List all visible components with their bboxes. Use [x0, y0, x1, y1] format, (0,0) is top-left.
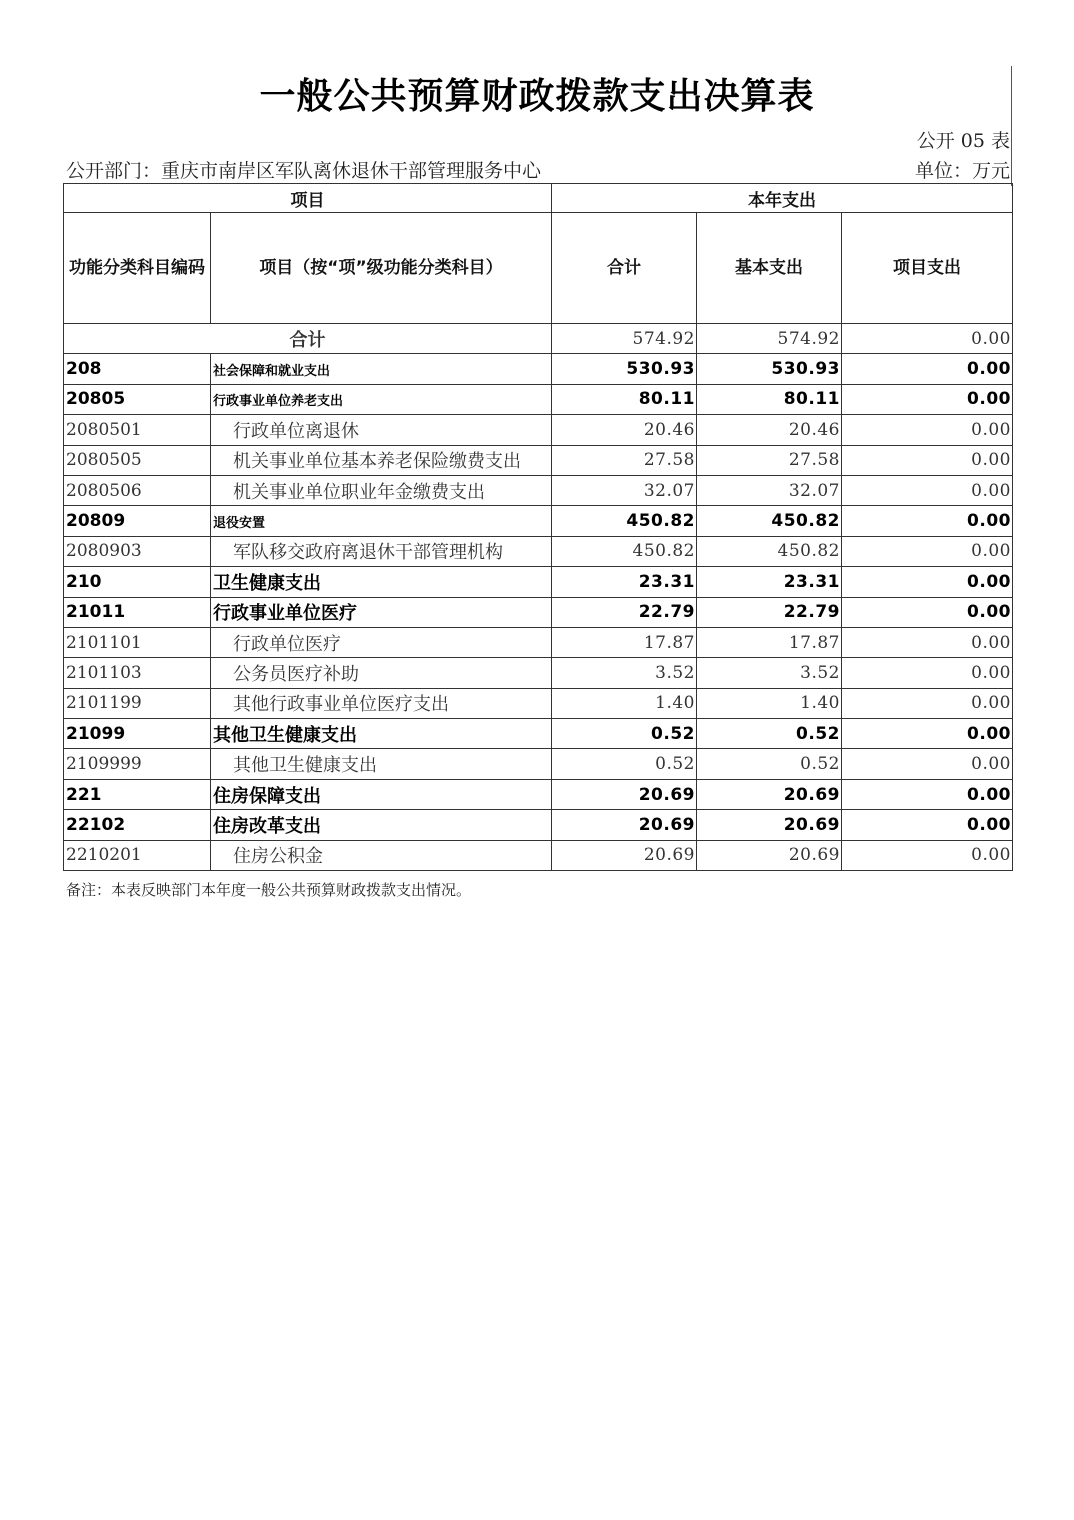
row-code: 2080501: [64, 415, 211, 445]
row-project: 0.00: [842, 719, 1013, 749]
row-total: 3.52: [552, 658, 697, 688]
table-row: [64, 779, 1013, 809]
row-basic: 20.46: [697, 415, 842, 445]
row-project: 0.00: [842, 445, 1013, 475]
row-project: 0.00: [842, 354, 1013, 384]
row-project: 0.00: [842, 506, 1013, 536]
total-row: [64, 324, 1013, 354]
row-basic: 23.31: [697, 567, 842, 597]
row-basic: 20.69: [697, 810, 842, 840]
row-name: 其他卫生健康支出: [211, 719, 552, 749]
row-basic: 1.40: [697, 688, 842, 718]
row-name: 住房公积金: [211, 840, 552, 870]
row-total: 0.52: [552, 719, 697, 749]
row-code: 221: [64, 779, 211, 809]
row-project: 0.00: [842, 658, 1013, 688]
header-project: 项目: [64, 184, 552, 213]
table-row: [64, 506, 1013, 536]
total-label: 合计: [64, 324, 552, 354]
row-basic: 20.69: [697, 840, 842, 870]
row-code: 2101101: [64, 627, 211, 657]
department-label: 公开部门：重庆市南岸区军队离休退休干部管理服务中心: [66, 160, 542, 182]
header-project-expense: 项目支出: [842, 213, 1013, 324]
row-name: 退役安置: [211, 506, 552, 536]
row-name: 其他行政事业单位医疗支出: [211, 688, 552, 718]
row-project: 0.00: [842, 475, 1013, 505]
row-name: 卫生健康支出: [211, 567, 552, 597]
row-name: 行政事业单位养老支出: [211, 384, 552, 414]
row-basic: 450.82: [697, 536, 842, 566]
row-project: 0.00: [842, 810, 1013, 840]
row-project: 0.00: [842, 384, 1013, 414]
row-name: 军队移交政府离退休干部管理机构: [211, 536, 552, 566]
row-basic: 530.93: [697, 354, 842, 384]
row-project: 0.00: [842, 840, 1013, 870]
table-row: [64, 688, 1013, 718]
row-total: 32.07: [552, 475, 697, 505]
table-note: 备注：本表反映部门本年度一般公共预算财政拨款支出情况。: [66, 881, 472, 899]
row-name: 行政事业单位医疗: [211, 597, 552, 627]
row-code: 2109999: [64, 749, 211, 779]
row-code: 21099: [64, 719, 211, 749]
row-code: 20809: [64, 506, 211, 536]
expenditure-table: [63, 183, 1013, 871]
header-row-2: [64, 213, 1013, 324]
row-project: 0.00: [842, 567, 1013, 597]
table-row: [64, 749, 1013, 779]
row-code: 21011: [64, 597, 211, 627]
row-name: 机关事业单位职业年金缴费支出: [211, 475, 552, 505]
row-basic: 450.82: [697, 506, 842, 536]
table-row: [64, 597, 1013, 627]
row-basic: 0.52: [697, 749, 842, 779]
row-project: 0.00: [842, 627, 1013, 657]
row-name: 行政单位离退休: [211, 415, 552, 445]
row-code: 2080505: [64, 445, 211, 475]
row-code: 2101199: [64, 688, 211, 718]
table-row: [64, 567, 1013, 597]
row-name: 公务员医疗补助: [211, 658, 552, 688]
row-basic: 80.11: [697, 384, 842, 414]
table-row: [64, 658, 1013, 688]
row-project: 0.00: [842, 536, 1013, 566]
header-function-code: 功能分类科目编码: [64, 213, 211, 324]
row-code: 2080903: [64, 536, 211, 566]
row-project: 0.00: [842, 749, 1013, 779]
row-total: 22.79: [552, 597, 697, 627]
row-code: 208: [64, 354, 211, 384]
row-name: 住房改革支出: [211, 810, 552, 840]
table-row: [64, 840, 1013, 870]
row-total: 1.40: [552, 688, 697, 718]
table-row: [64, 810, 1013, 840]
table-row: [64, 415, 1013, 445]
row-code: 2210201: [64, 840, 211, 870]
row-code: 210: [64, 567, 211, 597]
row-total: 17.87: [552, 627, 697, 657]
row-total: 80.11: [552, 384, 697, 414]
header-current-year: 本年支出: [552, 184, 1013, 213]
unit-label: 单位：万元: [914, 160, 1010, 182]
row-total: 450.82: [552, 536, 697, 566]
row-code: 2080506: [64, 475, 211, 505]
header-total: 合计: [552, 213, 697, 324]
table-row: [64, 627, 1013, 657]
row-project: 0.00: [842, 688, 1013, 718]
row-basic: 0.52: [697, 719, 842, 749]
row-total: 530.93: [552, 354, 697, 384]
row-total: 20.69: [552, 840, 697, 870]
row-total: 450.82: [552, 506, 697, 536]
row-basic: 20.69: [697, 779, 842, 809]
total-project: 0.00: [842, 324, 1013, 354]
table-row: [64, 354, 1013, 384]
table-row: [64, 536, 1013, 566]
header-item-name: 项目（按“项”级功能分类科目）: [211, 213, 552, 324]
row-name: 住房保障支出: [211, 779, 552, 809]
row-total: 20.69: [552, 810, 697, 840]
table-row: [64, 475, 1013, 505]
row-project: 0.00: [842, 597, 1013, 627]
table-row: [64, 445, 1013, 475]
table-number: 公开 05 表: [916, 130, 1010, 152]
row-name: 其他卫生健康支出: [211, 749, 552, 779]
row-basic: 27.58: [697, 445, 842, 475]
row-code: 22102: [64, 810, 211, 840]
header-basic: 基本支出: [697, 213, 842, 324]
row-project: 0.00: [842, 415, 1013, 445]
row-total: 20.46: [552, 415, 697, 445]
total-total: 574.92: [552, 324, 697, 354]
header-row-1: [64, 184, 1013, 213]
table-row: [64, 384, 1013, 414]
page-title: 一般公共预算财政拨款支出决算表: [259, 76, 815, 117]
total-basic: 574.92: [697, 324, 842, 354]
row-total: 20.69: [552, 779, 697, 809]
row-basic: 22.79: [697, 597, 842, 627]
row-name: 行政单位医疗: [211, 627, 552, 657]
row-total: 0.52: [552, 749, 697, 779]
table-row: [64, 719, 1013, 749]
row-total: 23.31: [552, 567, 697, 597]
row-code: 2101103: [64, 658, 211, 688]
row-basic: 32.07: [697, 475, 842, 505]
row-project: 0.00: [842, 779, 1013, 809]
row-basic: 3.52: [697, 658, 842, 688]
row-code: 20805: [64, 384, 211, 414]
row-name: 社会保障和就业支出: [211, 354, 552, 384]
row-basic: 17.87: [697, 627, 842, 657]
row-name: 机关事业单位基本养老保险缴费支出: [211, 445, 552, 475]
row-total: 27.58: [552, 445, 697, 475]
